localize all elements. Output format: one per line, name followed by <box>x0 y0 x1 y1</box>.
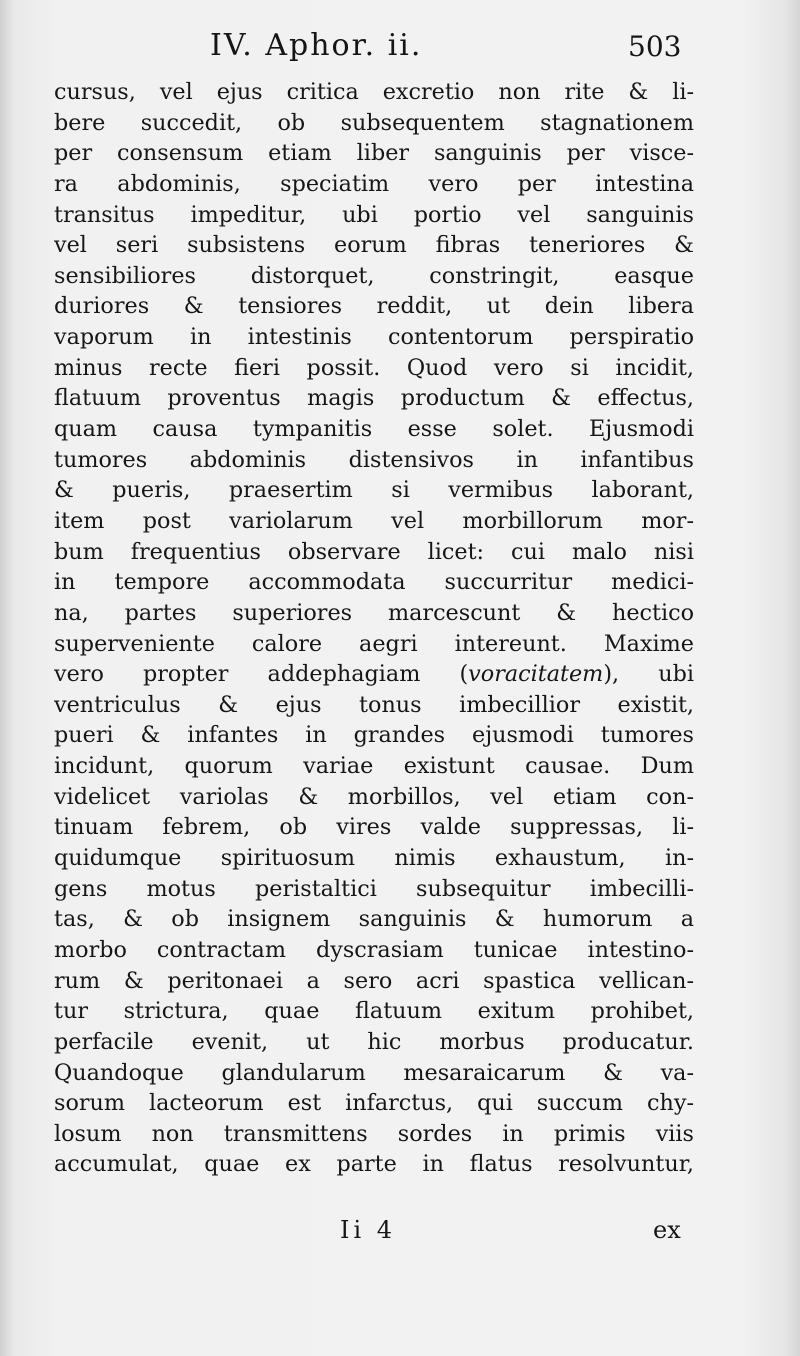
text-line: losum non transmittens sordes in primis viis <box>54 1120 694 1147</box>
text-line: incidunt, quorum variae existunt causae. Dum <box>54 753 694 780</box>
text-line: minus recte fieri possit. Quod vero si incidit, <box>54 354 694 381</box>
text-segment: ), ubi <box>603 661 694 688</box>
text-segment: vero propter addephagiam ( <box>54 661 469 688</box>
text-line: perfacile evenit, ut hic morbus producatur. <box>54 1028 694 1055</box>
text-line: ra abdominis, speciatim vero per intestina <box>54 170 694 197</box>
catchword: ex <box>653 1216 681 1244</box>
text-line: vaporum in intestinis contentorum perspiratio <box>54 324 694 351</box>
text-line <box>54 659 694 690</box>
text-line: videlicet variolas & morbillos, vel etiam con- <box>54 783 694 810</box>
text-line: in tempore accommodata succurritur medici- <box>54 569 694 596</box>
body-text <box>54 77 694 1180</box>
page-number: 503 <box>628 30 682 63</box>
text-line: quidumque spirituosum nimis exhaustum, in- <box>54 845 694 872</box>
text-line: gens motus peristaltici subsequitur imbecilli- <box>54 875 694 902</box>
italic-gloss: voracitatem <box>468 661 604 688</box>
text-line: tas, & ob insignem sanguinis & humorum a <box>54 906 694 933</box>
text-line: & pueris, praesertim si vermibus laborant, <box>54 477 694 504</box>
text-line: sorum lacteorum est infarctus, qui succum chy- <box>54 1090 694 1117</box>
text-line: rum & peritonaei a sero acri spastica vellican- <box>54 967 694 994</box>
text-line: duriores & tensiores reddit, ut dein libera <box>54 293 694 320</box>
text-line: morbo contractam dyscrasiam tunicae intestino- <box>54 936 694 963</box>
text-line: na, partes superiores marcescunt & hectico <box>54 599 694 626</box>
text-line: tur strictura, quae flatuum exitum prohibet, <box>54 998 694 1025</box>
text-line: tinuam febrem, ob vires valde suppressas, li- <box>54 814 694 841</box>
text-line: per consensum etiam liber sanguinis per visce- <box>54 140 694 167</box>
page-header <box>0 28 800 68</box>
text-line: ventriculus & ejus tonus imbecillior existit, <box>54 691 694 718</box>
text-line: superveniente calore aegri intereunt. Maxime <box>54 630 694 657</box>
text-line: pueri & infantes in grandes ejusmodi tumores <box>54 722 694 749</box>
text-line: tumores abdominis distensivos in infantibus <box>54 446 694 473</box>
text-line: item post variolarum vel morbillorum mor- <box>54 507 694 534</box>
text-line: accumulat, quae ex parte in flatus resolvuntur, <box>54 1151 694 1178</box>
text-line: cursus, vel ejus critica excretio non rite & li- <box>54 79 694 105</box>
signature-mark: Ii 4 <box>340 1216 397 1244</box>
text-line: vel seri subsistens eorum fibras teneriores & <box>54 232 694 259</box>
text-line: transitus impeditur, ubi portio vel sanguinis <box>54 201 694 228</box>
text-line: bere succedit, ob subsequentem stagnationem <box>54 109 694 136</box>
text-line: bum frequentius observare licet: cui malo nisi <box>54 538 694 565</box>
text-line: flatuum proventus magis productum & effectus, <box>54 385 694 412</box>
running-head: IV. Aphor. ii. <box>210 28 423 63</box>
page-footer <box>0 1216 800 1256</box>
text-line: Quandoque glandularum mesaraicarum & va- <box>54 1059 694 1086</box>
text-line: sensibiliores distorquet, constringit, easque <box>54 262 694 289</box>
text-line: quam causa tympanitis esse solet. Ejusmodi <box>54 416 694 443</box>
